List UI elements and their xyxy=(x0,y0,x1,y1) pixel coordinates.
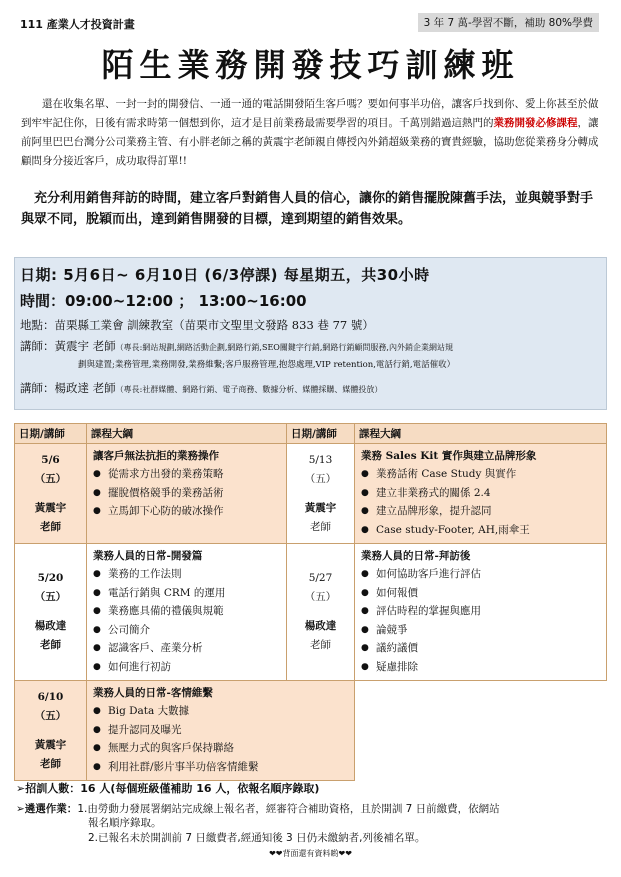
col-header-date: 日期/講師 xyxy=(15,424,87,444)
list-item: ● 如何進行初訪 xyxy=(93,658,280,677)
session-date: 5/13 xyxy=(308,453,333,466)
intro-bold-paragraph: 充分利用銷售拜訪的時間，建立客戶對銷售人員的信心，讓你的銷售擺脫陳舊手法，並與競爭對手與眾不同，脫穎而出，達到銷售開發的目標，達到期望的銷售效果。 xyxy=(21,191,594,227)
teacher-1 xyxy=(20,338,453,354)
back-page-note: ❤❤背面還有資料喲❤❤ xyxy=(269,849,352,858)
col-header-date: 日期/講師 xyxy=(287,424,355,444)
selection-rule-1: 1.由勞動力發展署網站完成線上報名者，經審符合補助資格，且於開訓 7 日前繳費，依網站 xyxy=(77,803,500,815)
list-item: ● Case study-Footer, AH,雨傘王 xyxy=(361,521,600,540)
list-item: ● 建立品牌形象，提升認同 xyxy=(361,502,600,521)
session-date-cell xyxy=(287,544,355,681)
schedule-table xyxy=(14,423,607,781)
subsidy-badge: 3 年 7 萬-學習不斷，補助 80%學費 xyxy=(418,13,599,32)
session-weekday: （五） xyxy=(304,591,337,603)
col-header-outline: 課程大綱 xyxy=(355,424,607,444)
list-item: ● 建立非業務式的關係 2.4 xyxy=(361,484,600,503)
list-item: ● 擺脫價格競爭的業務話術 xyxy=(93,484,280,503)
session-title: 業務 Sales Kit 實作與建立品牌形象 xyxy=(361,450,537,462)
list-item: ● 議約議價 xyxy=(361,639,600,658)
list-item: ● 認識客戶、產業分析 xyxy=(93,639,280,658)
list-item: ● 業務的工作法則 xyxy=(93,565,280,584)
list-item: ● 立馬卸下心防的破冰操作 xyxy=(93,502,280,521)
list-item: ● 公司簡介 xyxy=(93,621,280,640)
session-weekday: （五） xyxy=(34,472,67,485)
teacher-1-name: 講師：黃震宇 老師 xyxy=(20,339,116,353)
table-row xyxy=(15,681,607,781)
col-header-outline: 課程大綱 xyxy=(87,424,287,444)
session-weekday: （五） xyxy=(304,472,337,485)
session-outline-cell xyxy=(87,444,287,544)
course-location: 地點：苗栗縣工業會 訓練教室（苗栗市文聖里文發路 833 巷 77 號） xyxy=(20,318,374,332)
list-item: ● 評估時程的掌握與應用 xyxy=(361,602,600,621)
session-teacher-role: 老師 xyxy=(40,757,61,770)
session-topic-list xyxy=(361,465,600,539)
teacher-2-expertise: （專長:社群媒體、網路行銷、電子商務、數據分析、媒體採購、媒體投放） xyxy=(115,385,383,394)
session-title: 業務人員的日常-開發篇 xyxy=(93,550,203,562)
intro-text-pre: 還在收集名單、一封一封的開發信、一通一通的電話開發陌生客戶嗎？要如何事半功倍，讓客戶找到你、愛上你甚至於做到牢牢記住你，日後有需求時第一個想到你，這才是目前業務最需要學習的項目。千萬別錯過這熱門的 xyxy=(21,98,599,129)
list-item: ● 電話行銷與 CRM 的運用 xyxy=(93,584,280,603)
session-topic-list xyxy=(93,702,348,776)
session-date: 5/27 xyxy=(308,572,333,584)
list-item: ● 如何報價 xyxy=(361,584,600,603)
session-teacher-role: 老師 xyxy=(40,639,61,651)
session-teacher: 楊政達 xyxy=(34,620,67,632)
session-topic-list xyxy=(93,565,280,676)
list-item: ● 業務話術 Case Study 與實作 xyxy=(361,465,600,484)
intro-highlight: 業務開發必修課程 xyxy=(493,117,578,129)
empty-cell xyxy=(355,681,607,781)
list-item: ● 提升認同及曝光 xyxy=(93,721,348,740)
course-dates: 日期: 5月6日~ 6月10日 (6/3停課) 每星期五，共30小時 xyxy=(20,266,430,284)
table-header-row xyxy=(15,424,607,444)
selection-label: ➢遴選作業： xyxy=(16,803,78,815)
intro-paragraph xyxy=(21,95,601,171)
list-item: ● 論競爭 xyxy=(361,621,600,640)
page-title: 陌生業務開發技巧訓練班 xyxy=(101,46,520,84)
session-date: 5/20 xyxy=(37,572,64,584)
session-date: 5/6 xyxy=(41,453,60,466)
session-title: 讓客戶無法抗拒的業務操作 xyxy=(93,450,219,462)
list-item: ● 無壓力式的與客戶保持聯絡 xyxy=(93,739,348,758)
session-teacher-role: 老師 xyxy=(310,639,331,651)
session-teacher: 黃震宇 xyxy=(34,738,67,751)
teacher-2 xyxy=(20,380,382,396)
list-item: ● Big Data 大數據 xyxy=(93,702,348,721)
session-teacher: 黃震宇 xyxy=(34,501,67,514)
session-teacher: 黃震宇 xyxy=(304,501,337,514)
session-topic-list xyxy=(361,565,600,676)
session-outline-cell xyxy=(355,444,607,544)
session-title: 業務人員的日常-拜訪後 xyxy=(361,550,471,562)
table-row xyxy=(15,544,607,681)
session-title: 業務人員的日常-客情維繫 xyxy=(93,687,213,699)
session-teacher-role: 老師 xyxy=(310,520,331,533)
teacher-1-expertise: （專長:網站規劃,網路活動企劃,網路行銷,SEO關鍵字行銷,網路行銷顧問服務,內外銷企業網站規 xyxy=(115,343,453,352)
session-teacher: 楊政達 xyxy=(304,620,337,632)
enrollment-note: ➢招訓人數：16 人(每個班級僅補助 16 人，依報名順序錄取) xyxy=(16,782,320,795)
course-time: 時間：09:00~12:00 ； 13:00~16:00 xyxy=(20,292,307,310)
session-outline-cell xyxy=(355,544,607,681)
list-item: ● 業務應具備的禮儀與規範 xyxy=(93,602,280,621)
teacher-1-expertise-cont: 劃與建置;業務管理,業務開發,業務維繫;客戶服務管理,抱怨處理,VIP retention,電話行銷,電話催收） xyxy=(78,360,456,370)
session-date-cell xyxy=(15,681,87,781)
teacher-2-name: 講師：楊政達 老師 xyxy=(20,381,116,395)
program-label: 111 產業人才投資計畫 xyxy=(20,18,135,31)
session-weekday: （五） xyxy=(34,709,67,722)
session-date: 6/10 xyxy=(37,690,64,703)
selection-line-1 xyxy=(16,802,500,816)
list-item: ● 疑慮排除 xyxy=(361,658,600,677)
session-outline-cell xyxy=(87,681,355,781)
session-date-cell xyxy=(15,544,87,681)
selection-rule-1-cont: 報名順序錄取。 xyxy=(88,817,162,829)
intro-text-post: ，讓前阿里巴巴台灣分公司業務主管、有小胖老師之稱的黃震宇老師親自傳授內外銷超級業務的寶貴經驗，協助您從業務身分轉成顧問身分接近客戶，成功取得訂單!! xyxy=(21,117,599,167)
table-row xyxy=(15,444,607,544)
session-weekday: （五） xyxy=(34,591,67,603)
session-teacher-role: 老師 xyxy=(40,520,61,533)
list-item: ● 利用社群/影片事半功倍客情維繫 xyxy=(93,758,348,777)
session-date-cell xyxy=(287,444,355,544)
list-item: ● 如何協助客戶進行評估 xyxy=(361,565,600,584)
course-info-box xyxy=(14,257,607,410)
session-topic-list xyxy=(93,465,280,521)
list-item: ● 從需求方出發的業務策略 xyxy=(93,465,280,484)
session-outline-cell xyxy=(87,544,287,681)
session-date-cell xyxy=(15,444,87,544)
selection-rule-2: 2.已報名未於開訓前 7 日繳費者,經通知後 3 日仍未繳納者,列後補名單。 xyxy=(88,832,426,844)
